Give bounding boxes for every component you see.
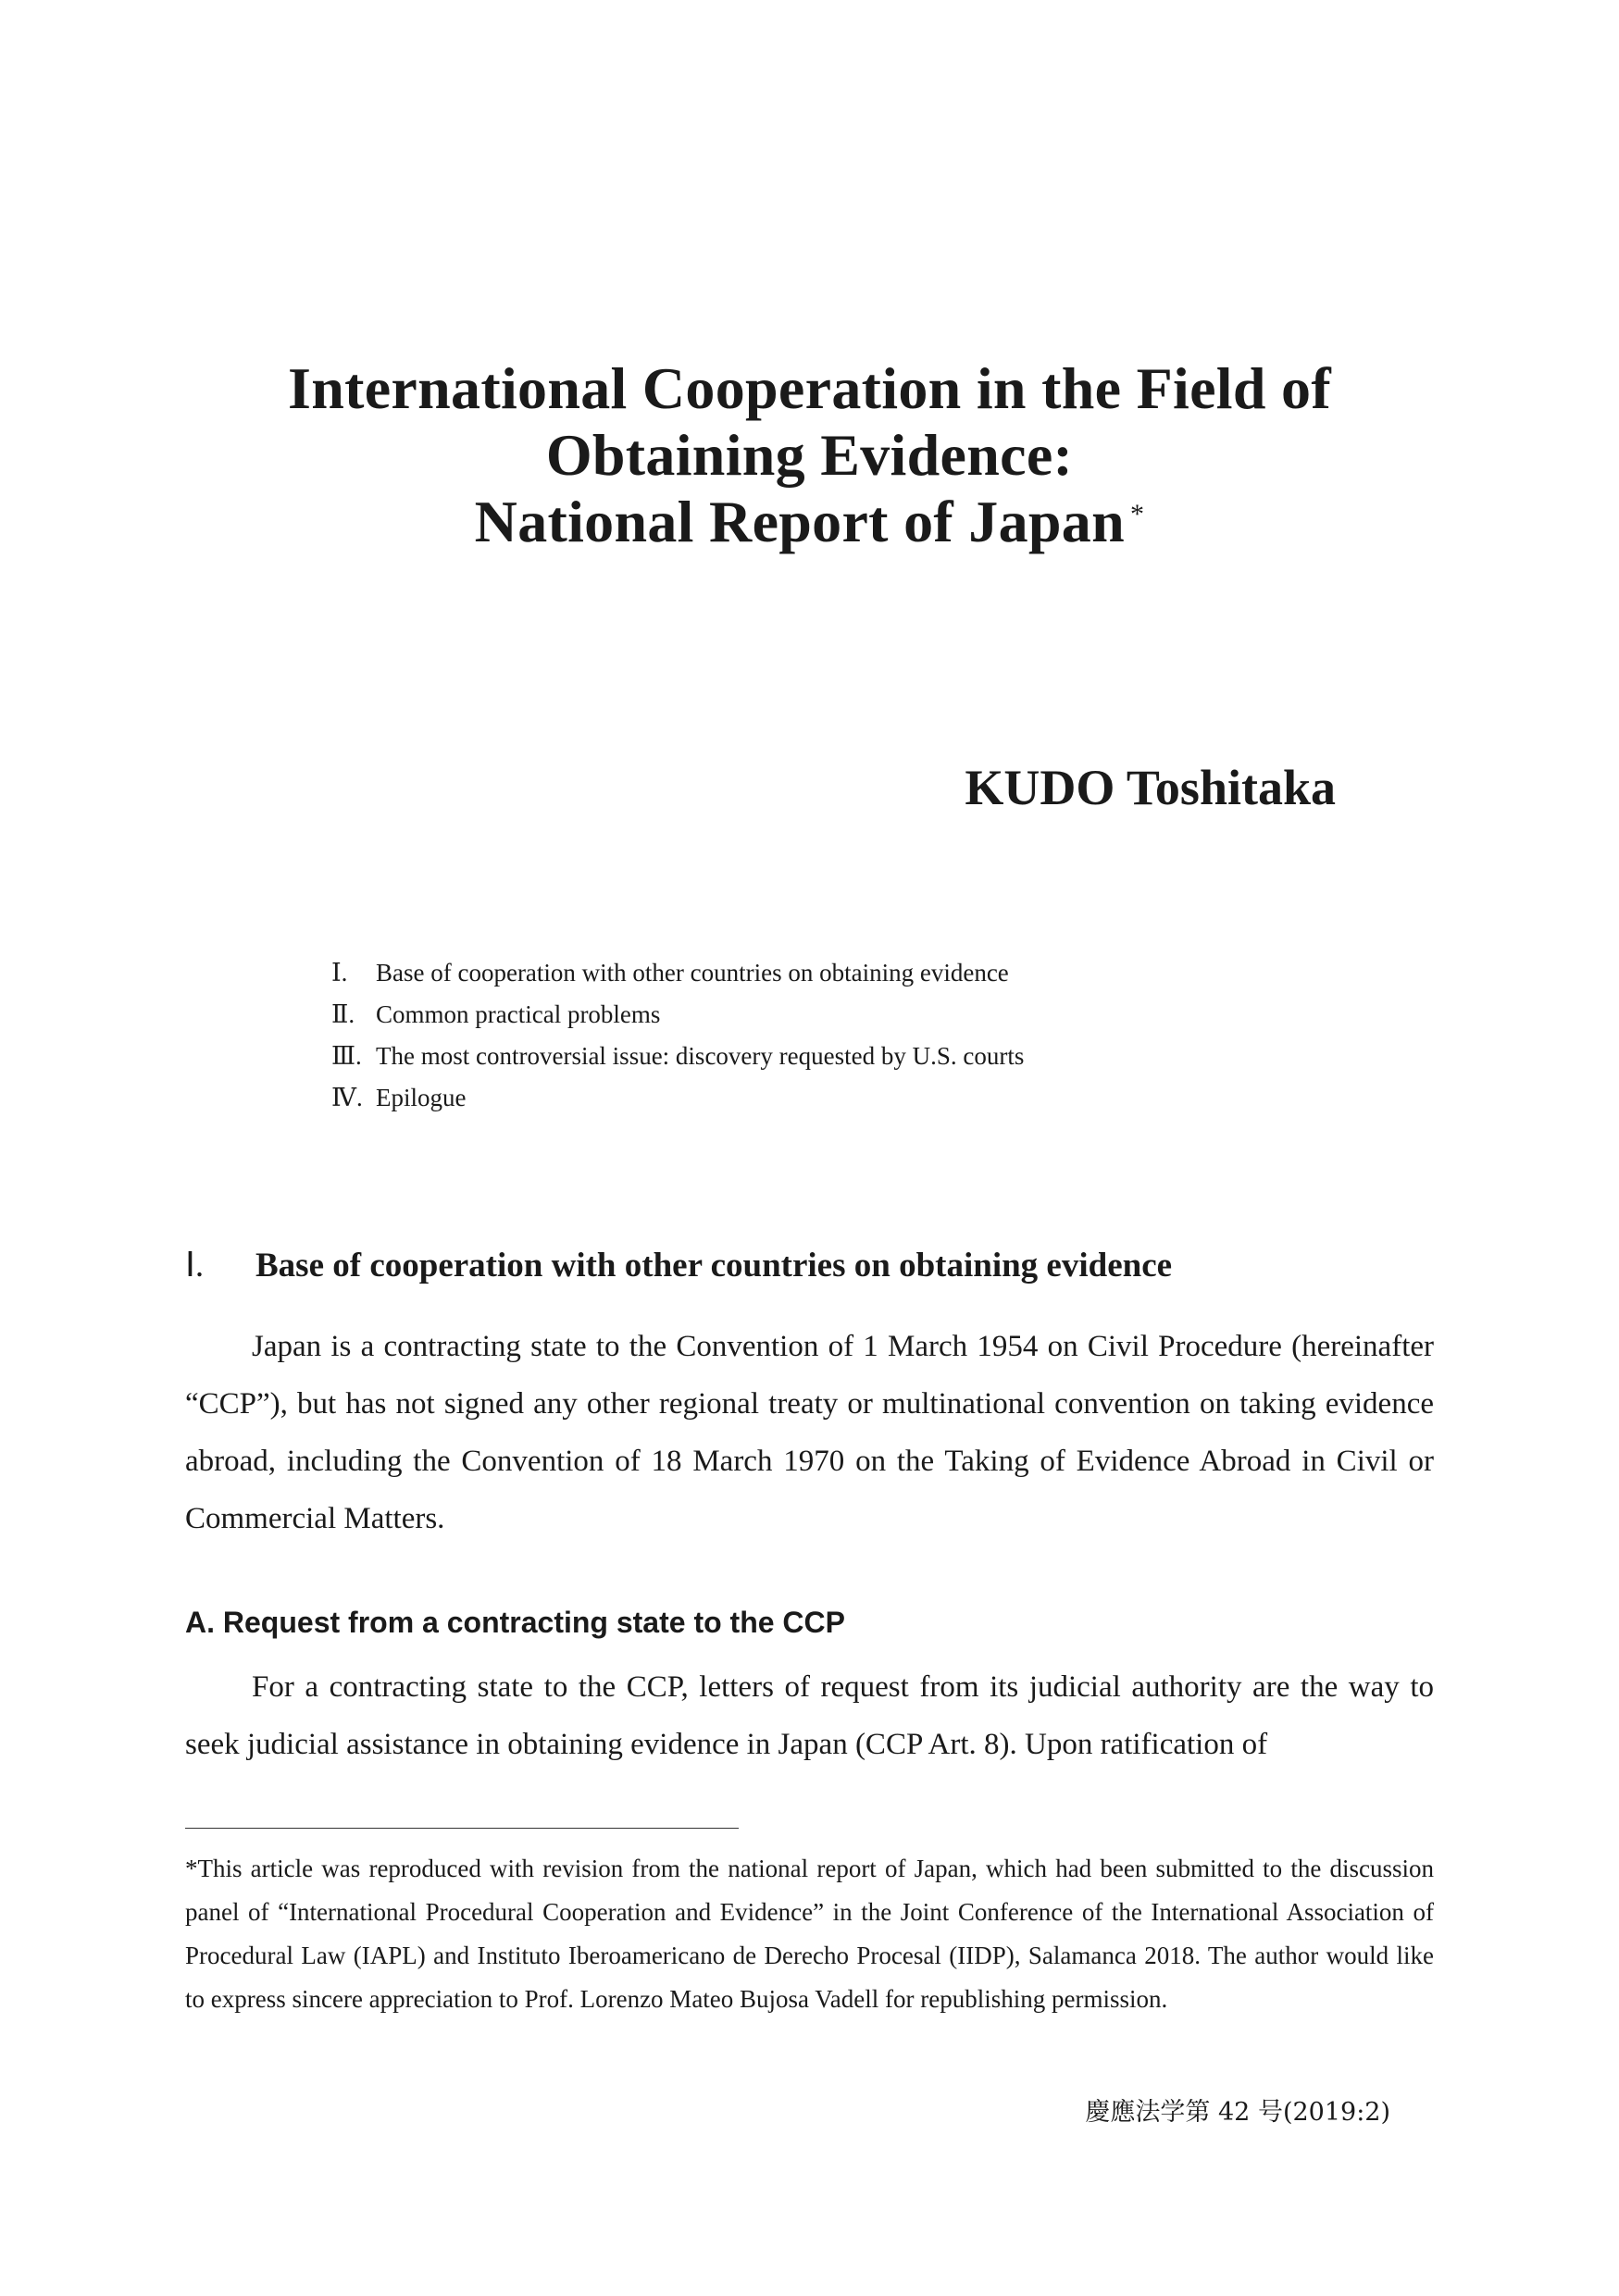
toc-item <box>331 1036 1024 1077</box>
toc-item <box>331 952 1024 994</box>
toc-item <box>331 994 1024 1036</box>
title-line-3 <box>0 489 1619 555</box>
subsection-a-heading: A. Request from a contracting state to the CCP <box>185 1606 845 1639</box>
title-footnote-marker: * <box>1130 499 1145 529</box>
author-name: KUDO Toshitaka <box>965 760 1336 815</box>
toc-item-label: The most controversial issue: discovery requested by U.S. courts <box>376 1042 1025 1070</box>
section-1-title: Base of cooperation with other countries on obtaining evidence <box>255 1247 1173 1285</box>
table-of-contents <box>331 952 1024 1119</box>
toc-item-number: Ⅰ. <box>331 959 348 987</box>
title-line-3-text: National Report of Japan <box>474 489 1125 554</box>
section-1-heading <box>185 1245 1172 1285</box>
title-line-1: International Cooperation in the Field of <box>288 355 1331 421</box>
toc-item-number: Ⅳ. <box>331 1084 363 1111</box>
section-1-paragraph: Japan is a contracting state to the Convention of 1 March 1954 on Civil Procedure (hereinafter “CCP”), but has not signed any other regional treaty or multinational convention on taking evidence abroad, including the Convention of 18 March 1970 on the Taking of Evidence Abroad in Civil or Commercial Matters. <box>185 1330 1434 1535</box>
footnote: *This article was reproduced with revision from the national report of Japan, which had been submitted to the discussion panel of “International Procedural Cooperation and Evidence” in the Joint Conference of the International Association of Procedural Law (IAPL) and Instituto Iberoamericano de Derecho Procesal (IIDP), Salamanca 2018. The author would like to express sincere appreciation to Prof. Lorenzo Mateo Bujosa Vadell for republishing permission. <box>185 1855 1434 2013</box>
toc-item-number: Ⅲ. <box>331 1042 362 1070</box>
toc-item <box>331 1077 1024 1119</box>
toc-item-label: Epilogue <box>376 1084 467 1111</box>
article-title <box>0 355 1619 555</box>
subsection-a-paragraph: For a contracting state to the CCP, letters of request from its judicial authority are the way to seek judicial assistance in obtaining evidence in Japan (CCP Art. 8). Upon ratification of <box>185 1670 1434 1761</box>
section-1-number: Ⅰ. <box>185 1247 205 1285</box>
toc-item-label: Common practical problems <box>376 1000 661 1028</box>
journal-footer: 慶應法学第 42 号(2019:2) <box>1085 2098 1390 2127</box>
toc-item-number: Ⅱ. <box>331 1000 355 1028</box>
title-line-2: Obtaining Evidence: <box>545 422 1074 488</box>
footnote-divider <box>185 1828 739 1829</box>
toc-item-label: Base of cooperation with other countries on obtaining evidence <box>376 959 1009 987</box>
